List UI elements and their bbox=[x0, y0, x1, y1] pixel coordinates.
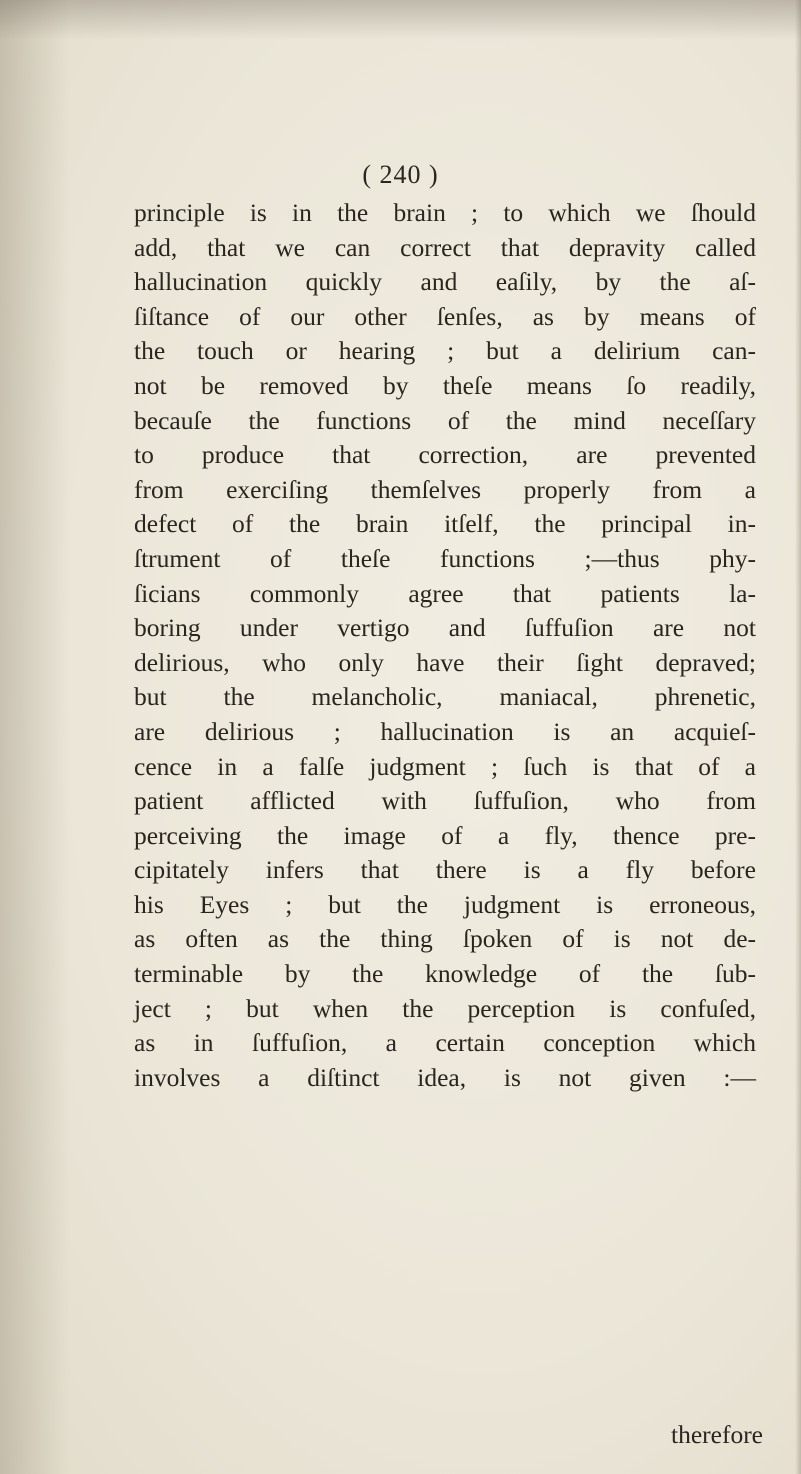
text-line: as often as the thing ſpoken of is not de- bbox=[134, 924, 756, 954]
text-line: but the melancholic, maniacal, phrenetic, bbox=[134, 682, 756, 712]
text-line: involves a diſtinct idea, is not given :— bbox=[134, 1062, 756, 1092]
text-line: cipitately infers that there is a fly before bbox=[134, 855, 756, 885]
text-line: defect of the brain itſelf, the principal in- bbox=[134, 509, 756, 539]
text-line: hallucination quickly and eaſily, by the aſ- bbox=[134, 267, 756, 297]
page-edge bbox=[795, 0, 801, 1474]
text-line: principle is in the brain ; to which we ſhould bbox=[134, 198, 756, 227]
top-shadow bbox=[0, 0, 801, 40]
text-line: from exerciſing themſelves properly from a bbox=[134, 474, 756, 504]
catchword: therefore bbox=[670, 1420, 763, 1449]
text-line: ſicians commonly agree that patients la- bbox=[134, 578, 756, 608]
text-line: the touch or hearing ; but a delirium can- bbox=[134, 336, 756, 366]
text-line: as in ſuffuſion, a certain conception which bbox=[134, 1028, 756, 1058]
body-text bbox=[134, 196, 756, 1095]
text-line: becauſe the functions of the mind neceſſary bbox=[134, 405, 756, 435]
page-number: ( 240 ) bbox=[362, 160, 439, 189]
text-line: are delirious ; hallucination is an acquieſ- bbox=[134, 716, 756, 746]
text-line: ject ; but when the perception is confuſed, bbox=[134, 993, 756, 1023]
gutter-shadow bbox=[0, 0, 70, 1474]
text-line: delirious, who only have their ſight depraved; bbox=[134, 647, 756, 677]
text-line: not be removed by theſe means ſo readily, bbox=[134, 370, 756, 400]
text-line: perceiving the image of a fly, thence pre- bbox=[134, 820, 756, 850]
text-line: cence in a falſe judgment ; ſuch is that of a bbox=[134, 751, 756, 781]
text-line: patient afflicted with ſuffuſion, who from bbox=[134, 786, 756, 816]
text-line: his Eyes ; but the judgment is erroneous, bbox=[134, 889, 756, 919]
text-line: terminable by the knowledge of the ſub- bbox=[134, 959, 756, 989]
text-line: ſiſtance of our other ſenſes, as by means of bbox=[134, 301, 756, 331]
text-line: ſtrument of theſe functions ;—thus phy- bbox=[134, 543, 756, 573]
text-line: boring under vertigo and ſuffuſion are not bbox=[134, 613, 756, 643]
text-line: to produce that correction, are prevented bbox=[134, 440, 756, 470]
text-line: add, that we can correct that depravity called bbox=[134, 232, 756, 262]
